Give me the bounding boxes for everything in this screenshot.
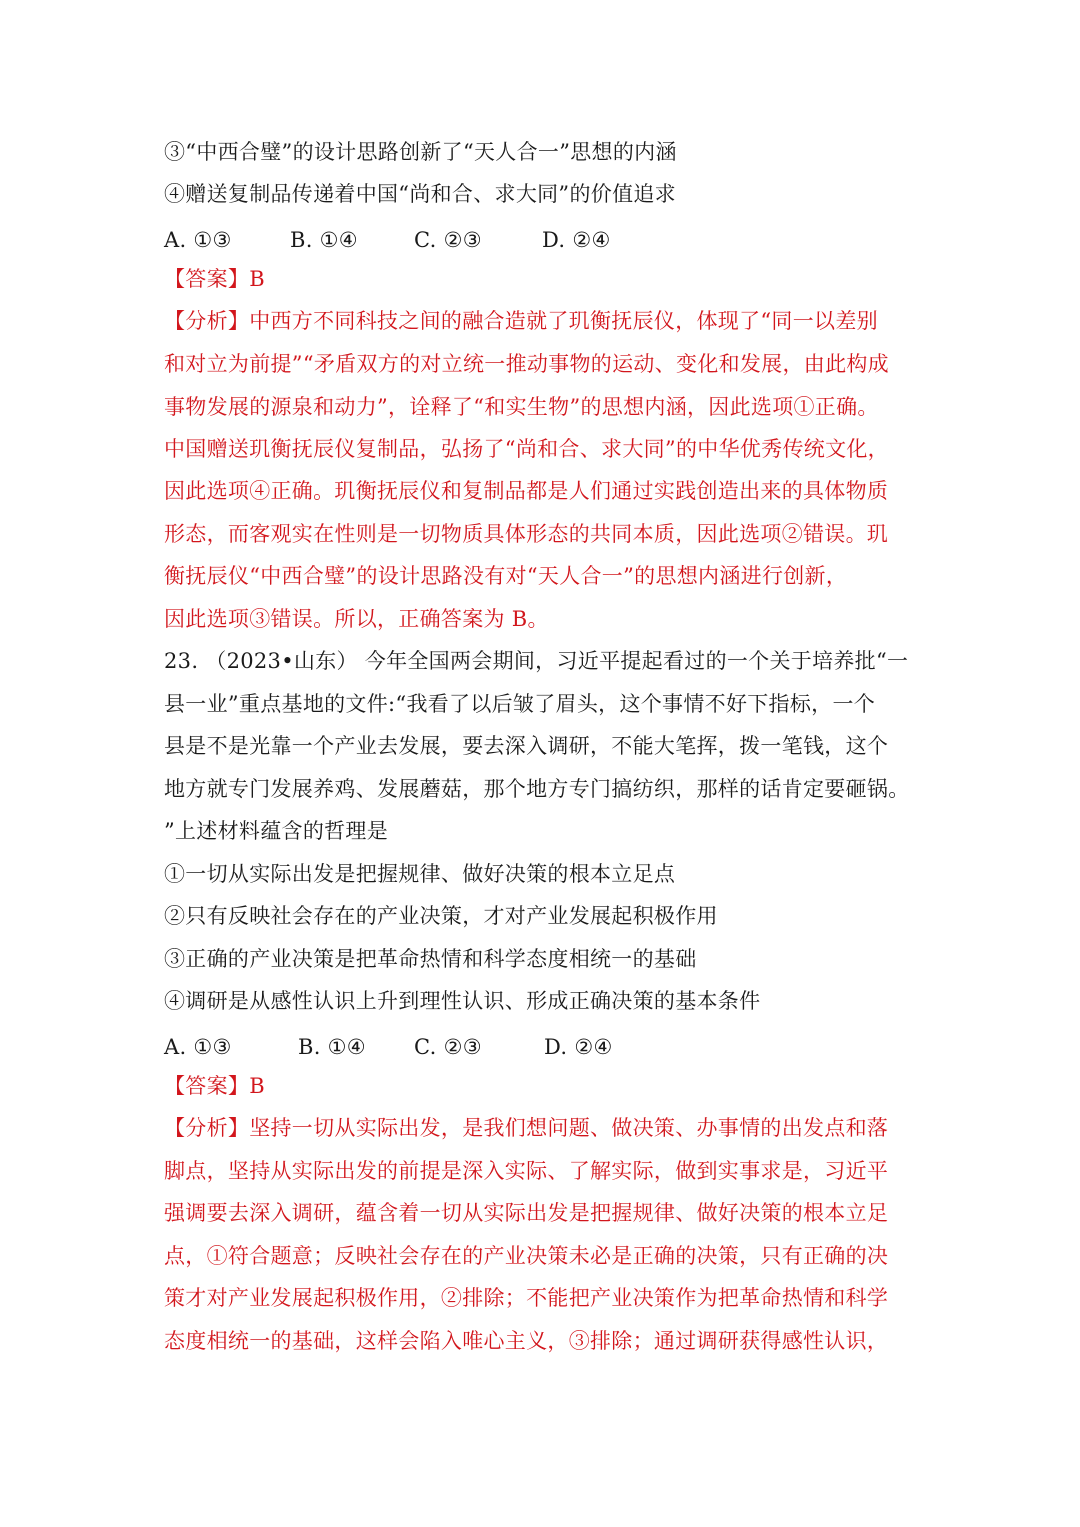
q22-option-d: D. ②④ [542, 228, 611, 252]
q23-analysis-line: 态度相统一的基础，这样会陷入唯心主义，③排除；通过调研获得感性认识， [164, 1329, 889, 1353]
q23-analysis-line: 点，①符合题意；反映社会存在的产业决策未必是正确的决策，只有正确的决 [164, 1244, 889, 1268]
q23-statement-2: ②只有反映社会存在的产业决策，才对产业发展起积极作用 [164, 904, 718, 928]
q22-option-c: C. ②③ [414, 228, 482, 252]
q22-analysis-line: 【分析】中西方不同科技之间的融合造就了玑衡抚辰仪，体现了“同一以差别 [164, 309, 878, 333]
q23-analysis-line: 【分析】坚持一切从实际出发，是我们想问题、做决策、办事情的出发点和落 [164, 1116, 889, 1140]
q22-statement-4: ④赠送复制品传递着中国“尚和合、求大同”的价值追求 [164, 182, 676, 206]
q23-option-d: D. ②④ [544, 1035, 613, 1059]
q23-stem-line: 23. （2023•山东） 今年全国两会期间，习近平提起看过的一个关于培养批“一 [164, 649, 909, 673]
q23-answer: 【答案】B [164, 1074, 265, 1098]
q22-option-b: B. ①④ [290, 228, 358, 252]
q23-option-a: A. ①③ [164, 1035, 232, 1059]
q22-analysis-line: 和对立为前提”“矛盾双方的对立统一推动事物的运动、变化和发展，由此构成 [164, 352, 889, 376]
q22-statement-3: ③“中西合璧”的设计思路创新了“天人合一”思想的内涵 [164, 140, 677, 164]
q23-statement-3: ③正确的产业决策是把革命热情和科学态度相统一的基础 [164, 947, 697, 971]
q22-option-a: A. ①③ [164, 228, 232, 252]
q23-analysis-line: 强调要去深入调研，蕴含着一切从实际出发是把握规律、做好决策的根本立足 [164, 1201, 889, 1225]
q23-options [164, 1033, 613, 1061]
q23-stem-line: ”上述材料蕴含的哲理是 [164, 819, 389, 843]
q22-analysis-line: 形态，而客观实在性则是一切物质具体形态的共同本质，因此选项②错误。玑 [164, 522, 889, 546]
q22-analysis-line: 中国赠送玑衡抚辰仪复制品，弘扬了“尚和合、求大同”的中华优秀传统文化， [164, 437, 889, 461]
q22-analysis-line: 衡抚辰仪“中西合璧”的设计思路没有对“天人合一”的思想内涵进行创新， [164, 564, 848, 588]
q23-option-c: C. ②③ [414, 1035, 482, 1059]
q23-statement-4: ④调研是从感性认识上升到理性认识、形成正确决策的基本条件 [164, 989, 761, 1013]
q23-statement-1: ①一切从实际出发是把握规律、做好决策的根本立足点 [164, 862, 676, 886]
q22-answer: 【答案】B [164, 267, 265, 291]
q23-option-b: B. ①④ [298, 1035, 366, 1059]
q22-analysis-line: 因此选项④正确。玑衡抚辰仪和复制品都是人们通过实践创造出来的具体物质 [164, 479, 889, 503]
q23-stem-line: 县是不是光靠一个产业去发展，要去深入调研，不能大笔挥，拨一笔钱，这个 [164, 734, 889, 758]
q22-options [164, 226, 611, 254]
q23-stem-line: 县一业”重点基地的文件:“我看了以后皱了眉头，这个事情不好下指标，一个 [164, 692, 876, 716]
q23-analysis-line: 策才对产业发展起积极作用，②排除；不能把产业决策作为把革命热情和科学 [164, 1286, 889, 1310]
q23-analysis-line: 脚点，坚持从实际出发的前提是深入实际、了解实际，做到实事求是，习近平 [164, 1159, 889, 1183]
q23-stem-line: 地方就专门发展养鸡、发展蘑菇，那个地方专门搞纺织，那样的话肯定要砸锅。 [164, 777, 910, 801]
q22-analysis-line: 因此选项③错误。所以，正确答案为 B。 [164, 607, 549, 631]
q22-analysis-line: 事物发展的源泉和动力”，诠释了“和实生物”的思想内涵，因此选项①正确。 [164, 395, 879, 419]
